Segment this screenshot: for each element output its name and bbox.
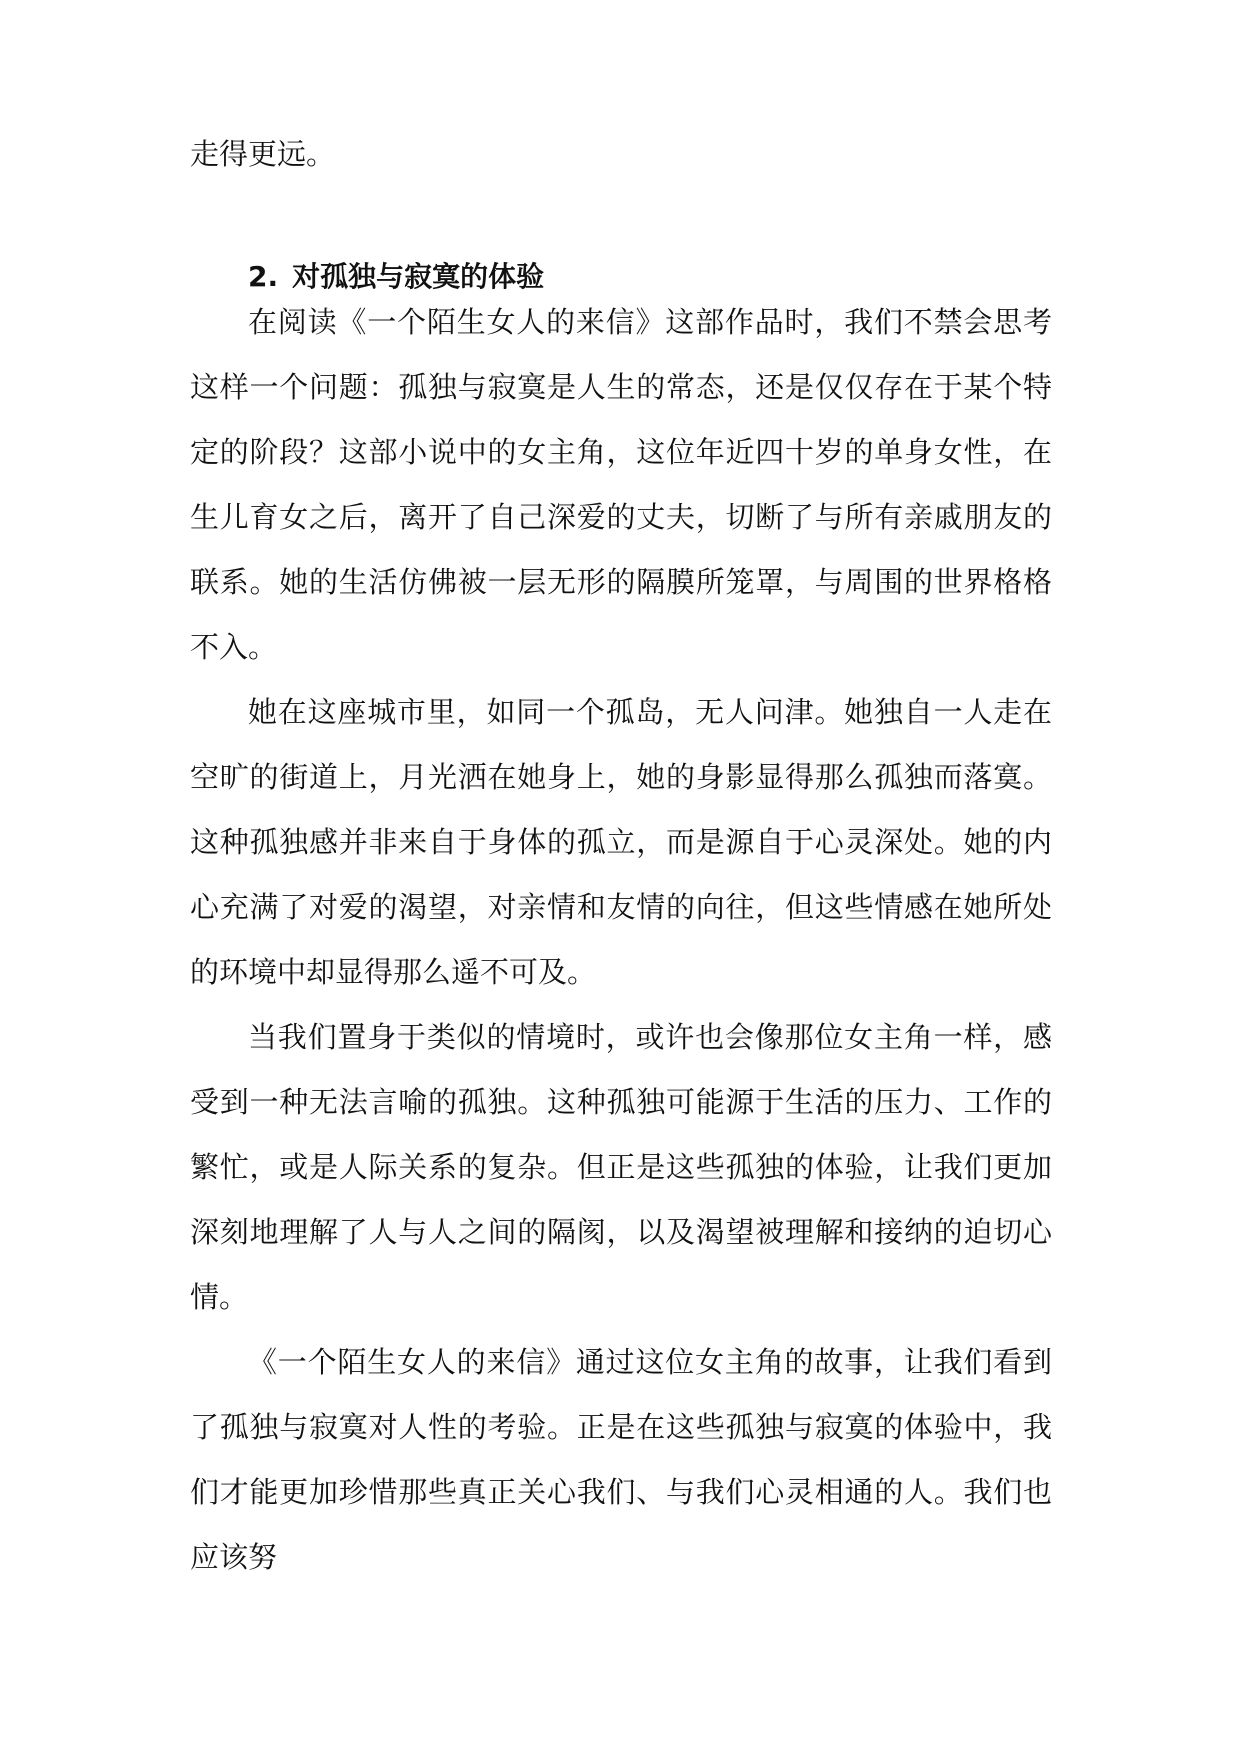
body-text	[190, 290, 1052, 1590]
paragraph-3: 当我们置身于类似的情境时，或许也会像那位女主角一样，感受到一种无法言喻的孤独。这种孤独可能源于生活的压力、工作的繁忙，或是人际关系的复杂。但正是这些孤独的体验，让我们更加深刻地理解了人与人之间的隔阂，以及渴望被理解和接纳的迫切心情。	[190, 1020, 1052, 1314]
continuation-block	[190, 122, 1052, 187]
paragraph-2: 她在这座城市里，如同一个孤岛，无人问津。她独自一人走在空旷的街道上，月光洒在她身上，她的身影显得那么孤独而落寞。这种孤独感并非来自于身体的孤立，而是源自于心灵深处。她的内心充满了对爱的渴望，对亲情和友情的向往，但这些情感在她所处的环境中却显得那么遥不可及。	[190, 695, 1052, 989]
section-number: 2.	[248, 260, 279, 293]
paragraph-1: 在阅读《一个陌生女人的来信》这部作品时，我们不禁会思考这样一个问题：孤独与寂寞是人生的常态，还是仅仅存在于某个特定的阶段？这部小说中的女主角，这位年近四十岁的单身女性，在生儿育女之后，离开了自己深爱的丈夫，切断了与所有亲戚朋友的联系。她的生活仿佛被一层无形的隔膜所笼罩，与周围的世界格格不入。	[190, 305, 1052, 664]
continuation-text: 走得更远。	[190, 137, 336, 171]
section-title: 对孤独与寂寞的体验	[292, 260, 545, 293]
paragraph-4: 《一个陌生女人的来信》通过这位女主角的故事，让我们看到了孤独与寂寞对人性的考验。正是在这些孤独与寂寞的体验中，我们才能更加珍惜那些真正关心我们、与我们心灵相通的人。我们也应该努	[190, 1345, 1052, 1574]
